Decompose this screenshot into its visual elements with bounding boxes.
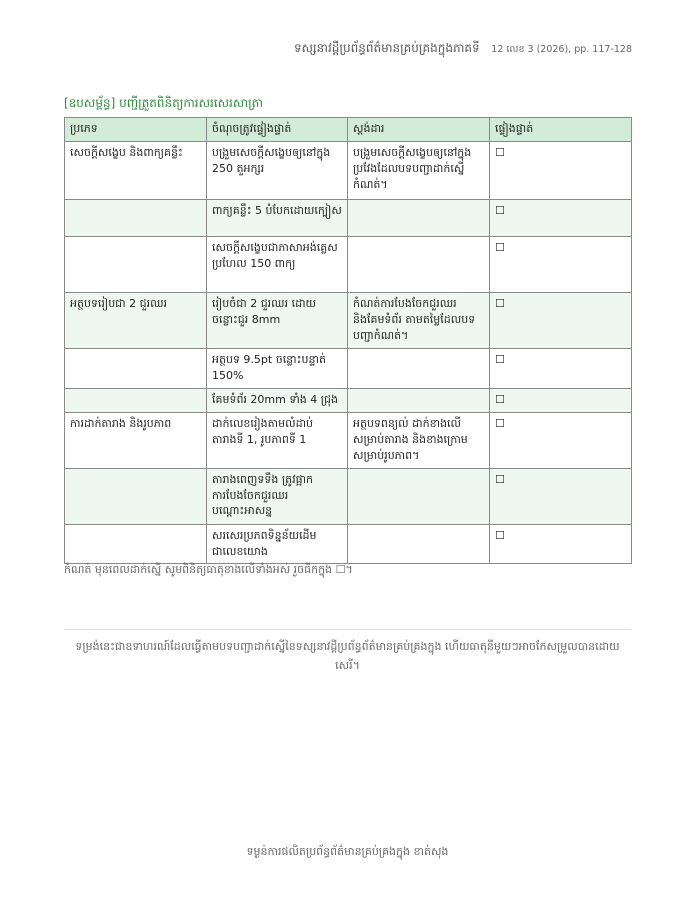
table-row [65, 524, 632, 564]
table-row [65, 388, 632, 412]
table-row [65, 141, 632, 199]
cell-category [65, 199, 207, 236]
cell-item: រៀបចំជា 2 ជួរឈរ ដោយចន្លោះជួរ 8mm [207, 292, 348, 348]
cell-standard [348, 348, 490, 388]
submission-note: កំណត់ មុនពេលដាក់ស្នើ សូមពិនិត្យធាតុខាងលើទាំងអស់ រួចធីកក្នុង ☐។ [64, 563, 353, 576]
running-header [294, 40, 632, 58]
cell-standard: បង្រួមសេចក្ដីសង្ខេបឲ្យនៅក្នុងប្រវែងដែលបទបញ្ជាដាក់ស្នើកំណត់។ [348, 141, 490, 199]
header-category: ប្រភេទ [65, 118, 207, 142]
checkbox[interactable]: ☐ [490, 199, 632, 236]
cell-category [65, 388, 207, 412]
cell-category: សេចក្ដីសង្ខេប និងពាក្យគន្លឹះ [65, 141, 207, 199]
page-footer: ទម្ងន់ការផលិតប្រព័ន្ធព័ត៌មានគ្រប់គ្រងក្នុង ខាត់សុង [246, 845, 449, 858]
checkbox[interactable]: ☐ [490, 468, 632, 524]
cell-item: សរសេរប្រភពទិន្នន័យដើមជាលេខយោង [207, 524, 348, 564]
cell-item: តារាងពេញទទឹង ត្រូវផ្អាកការបែងចែកជួរឈរបណ្ដោះអាសន្ន [207, 468, 348, 524]
table-row [65, 236, 632, 292]
header-check: ផ្ទៀងផ្ទាត់ [490, 118, 632, 142]
cell-category [65, 524, 207, 564]
volume-info: 12 លេខ 3 (2026), pp. 117-128 [491, 44, 632, 55]
checklist-table [64, 117, 632, 564]
cell-standard [348, 199, 490, 236]
divider [64, 629, 631, 630]
cell-standard [348, 388, 490, 412]
checkbox[interactable]: ☐ [490, 524, 632, 564]
cell-item: អត្ថបទ 9.5pt ចន្លោះបន្ទាត់ 150% [207, 348, 348, 388]
checkbox[interactable]: ☐ [490, 236, 632, 292]
header-standard: ស្តង់ដារ [348, 118, 490, 142]
checkbox[interactable]: ☐ [490, 348, 632, 388]
cell-category [65, 236, 207, 292]
cell-category [65, 468, 207, 524]
cell-item: គែមទំព័រ 20mm ទាំង 4 ជ្រុង [207, 388, 348, 412]
cell-category: ការដាក់តារាង និងរូបភាព [65, 412, 207, 468]
cell-item: ពាក្យគន្លឹះ 5 បំបែកដោយក្បៀស [207, 199, 348, 236]
journal-name: ទស្សនាវដ្ដីប្រព័ន្ធព័ត៌មានគ្រប់គ្រងក្នុងភាគទី [293, 41, 480, 55]
table-row [65, 468, 632, 524]
header-item: ចំណុចត្រូវផ្ទៀងផ្ទាត់ [207, 118, 348, 142]
cell-standard [348, 468, 490, 524]
table-row [65, 348, 632, 388]
cell-standard: កំណត់ការបែងចែកជួរឈរ និងគែមទំព័រ តាមតម្លៃដែលបទបញ្ជាកំណត់។ [348, 292, 490, 348]
checkbox[interactable]: ☐ [490, 141, 632, 199]
cell-category: អត្ថបទរៀបជា 2 ជួរឈរ [65, 292, 207, 348]
table-row [65, 412, 632, 468]
cell-standard [348, 236, 490, 292]
checkbox[interactable]: ☐ [490, 388, 632, 412]
cell-item: សេចក្ដីសង្ខេបជាភាសាអង់គ្លេស ប្រហែល 150 ពាក្យ [207, 236, 348, 292]
cell-item: ដាក់លេខរៀងតាមលំដាប់ តារាងទី 1, រូបភាពទី 1 [207, 412, 348, 468]
cell-category [65, 348, 207, 388]
cell-item: បង្រួមសេចក្ដីសង្ខេបឲ្យនៅក្នុង 250 តួអក្សរ [207, 141, 348, 199]
table-row [65, 199, 632, 236]
table-header-row [65, 118, 632, 142]
checkbox[interactable]: ☐ [490, 412, 632, 468]
table-row [65, 292, 632, 348]
cell-standard [348, 524, 490, 564]
checkbox[interactable]: ☐ [490, 292, 632, 348]
template-disclaimer: ទម្រង់នេះជាឧទាហរណ៍ដែលធ្វើតាមបទបញ្ជាដាក់ស្នើនៃទស្សនាវដ្ដីប្រព័ន្ធព័ត៌មានគ្រប់គ្រងក្នុង ហើយធាតុនីមួយៗអាចកែសម្រួលបានដោយសេរី។ [75, 640, 620, 672]
appendix-title: [ឧបសម្ព័ន្ធ] បញ្ជីត្រួតពិនិត្យការសរសេរសាត្រា [64, 96, 264, 110]
cell-standard: អត្ថបទពន្យល់ ដាក់ខាងលើសម្រាប់តារាង និងខាងក្រោមសម្រាប់រូបភាព។ [348, 412, 490, 468]
